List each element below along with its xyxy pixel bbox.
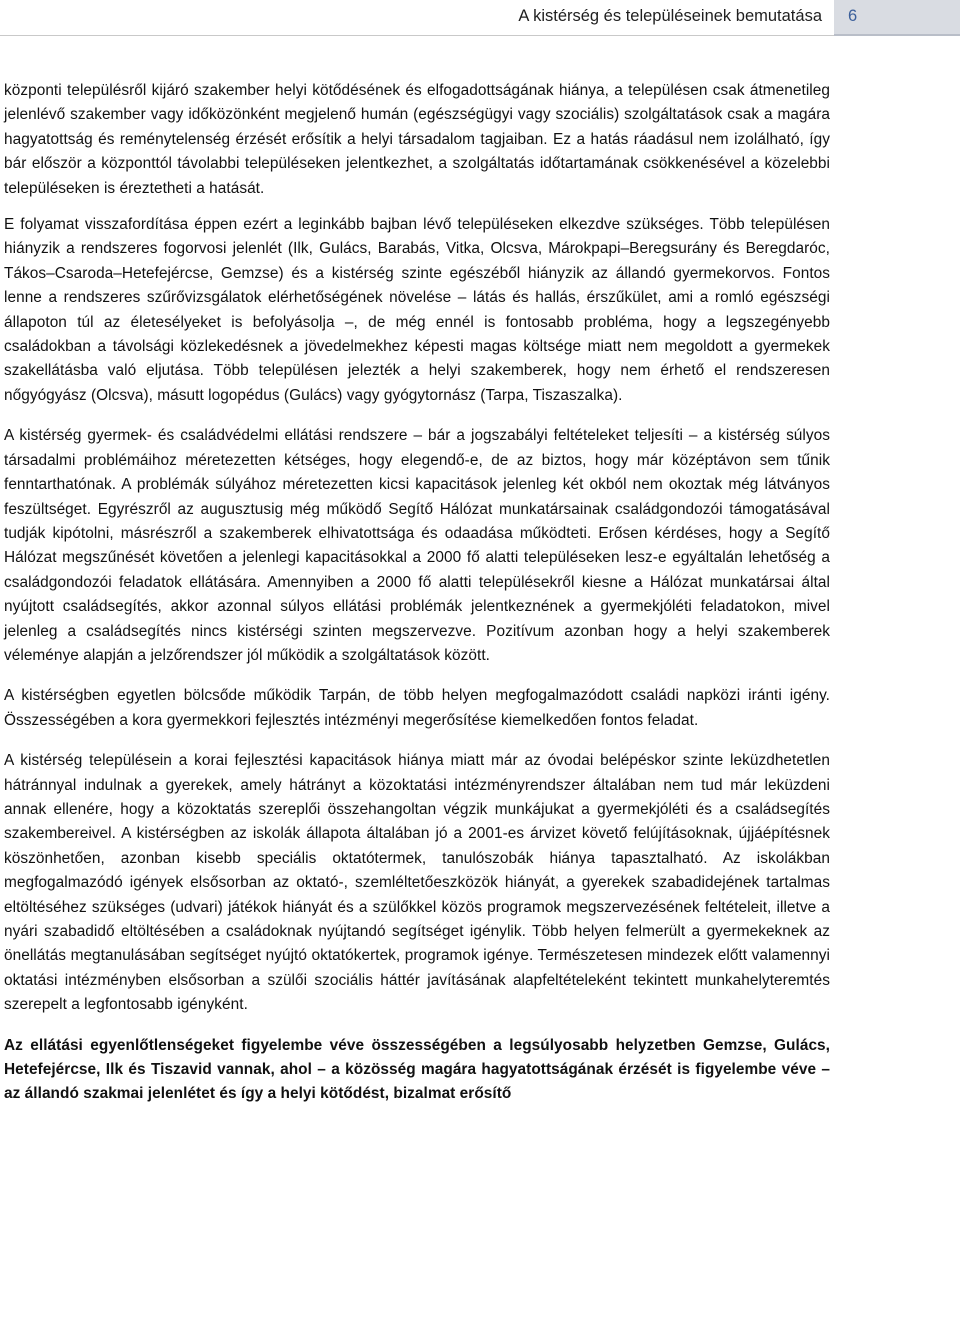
- page-number: 6: [848, 7, 858, 25]
- header-divider: [0, 35, 834, 36]
- paragraph-nursery: A kistérségben egyetlen bölcsőde működik Tarpán, de több helyen megfogalmazódott családi napközi iránti igény. Összességében a kora gyermekkori fejlesztés intézményi megerősítése kiemelkedően fontos feladat.: [4, 687, 830, 729]
- paragraph-summary-bold: Az ellátási egyenlőtlenségeket figyelembe véve összességében a legsúlyosabb helyzetben Gemzse, Gulács, Hetefejércse, Ilk és Tiszavid vannak, ahol – a közösség magára hagyatottságának érzését is figyelembe véve – az állandó szakmai jelenlétet és így a helyi kötődést, bizalmat erősítő: [4, 1036, 830, 1103]
- paragraph-education: A kistérség településein a korai fejlesztési kapacitások hiánya miatt már az óvodai belépéskor szinte leküzdhetetlen hátránnyal indulnak a gyerekek, amely hátrányt a közoktatási intézményrendszer általában nem tud már leküzdeni annak ellenére, hogy a közoktatás szereplői összehangoltan végzik munkájukat a gyermekjóléti és a családsegítés szakembereivel. A kistérségben az iskolák állapota általában jó a 2001-es árvizet követő felújításoknak, újjáépítésnek köszönhetően, azonban kisebb speciális oktatótermek, tanulószobák hiánya tapasztalható. Az iskolákban megfogalmazódó igények elsősorban az oktató-, szemléltetőeszközök hiányát, a gyerekek szabadidejének tartalmas eltöltéséhez szükséges (udvari) játékok hiányát és a szülőkkel közös programok megszervezésének feltételeit, illetve a nyári szabadidő eltöltésében a családoknak nyújtandó segítséget igénylik. Több helyen felmerült a gyermekeknek az önellátás megtanulásában segítséget nyújtó oktatókertek, programok igénye. Természetesen mindezek előtt valamennyi oktatási intézményben elsősorban a szülői szociális háttér javításának alapfeltételeként tekintett munkahelyteremtés szerepelt a legfontosabb igényként.: [4, 752, 830, 1014]
- paragraph-health-services: E folyamat visszafordítása éppen ezért a leginkább bajban lévő településeken elkezdve szükséges. Több településen hiányzik a rendszeres fogorvosi jelenlét (Ilk, Gulács, Barabás, Vitka, Olcsva, Márokpapi–Beregsurány és Beregdaróc, Tákos–Csaroda–Hetefejércse, Gemzse) és a kistérség szinte egészéből hiányzik az állandó gyermekorvos. Fontos lenne a rendszeres szűrővizsgálatok elérhetőségének növelése – látás és hallás, érszűkület, ami a romló egészségi állapoton túl az életesélyeket is befolyásolja –, de még ennél is fontosabb probléma, hogy a legszegényebb családokban a távolsági közlekedésnek a jövedelmekhez képesti magas költsége miatt nem megoldott a gyermekek szakellátásba való eljutása. Több településen jelezték a helyi szakemberek, hogy nem érhető el rendszeresen nőgyógyász (Olcsva), másutt logopédus (Gulács) vagy gyógytornász (Tarpa, Tiszaszalka).: [4, 216, 830, 404]
- page-number-badge: [834, 0, 960, 36]
- paragraph-continuation: központi településről kijáró szakember helyi kötődésének és elfogadottságának hiánya, a településen csak átmenetileg jelenlévő szakember vagy időközönként megjelenő humán (egészségügyi vagy szociális) szolgáltatások csak a magára hagyatottság és reménytelenség érzését erősítik a helyi társadalom tagjaiban. Ez a hatás ráadásul nem izolálható, így bár először a központtól távolabbi településeken jelentkezhet, a szolgáltatás időtartamának csökkenésével a közelebbi településeken is éreztetheti a hatását.: [4, 82, 830, 197]
- page-header: [0, 0, 960, 36]
- paragraph-child-protection: A kistérség gyermek- és családvédelmi ellátási rendszere – bár a jogszabályi feltételeket teljesíti – a kistérség súlyos társadalmi problémáihoz méretezetten kétséges, hogy elegendő-e, de az biztos, hogy már középtávon sem tűnik fenntarthatónak. A problémák súlyához méretezetten kicsi kapacitások jelenleg két okból nem okoztak még látványos feszültséget. Egyrészről az augusztusig még működő Segítő Hálózat munkatársainak családgondozói támogatásával tudják kipótolni, másrészről a szakemberek elhivatottsága és odaadása működteti. Erősen kérdéses, hogy a Segítő Hálózat megszűnését követően a jelenlegi kapacitásokkal a 2000 fő alatti településeken lesz-e egyáltalán lehetőség a családgondozói feladatok ellátására. Amennyiben a 2000 fő alatti településekről kiesne a Hálózat munkatársai által nyújtott családsegítés, akkor azonnal súlyos ellátási problémák jelentkeznének a gyermekjóléti feladatokon, mivel jelenleg a családsegítés nincs kistérségi szinten megszervezve. Pozitívum azonban hogy a helyi szakemberek véleménye alapján a jelzőrendszer jól működik a szolgáltatások között.: [4, 427, 830, 664]
- running-header-title: A kistérség és településeinek bemutatása: [518, 7, 822, 25]
- document-body: [4, 79, 830, 1123]
